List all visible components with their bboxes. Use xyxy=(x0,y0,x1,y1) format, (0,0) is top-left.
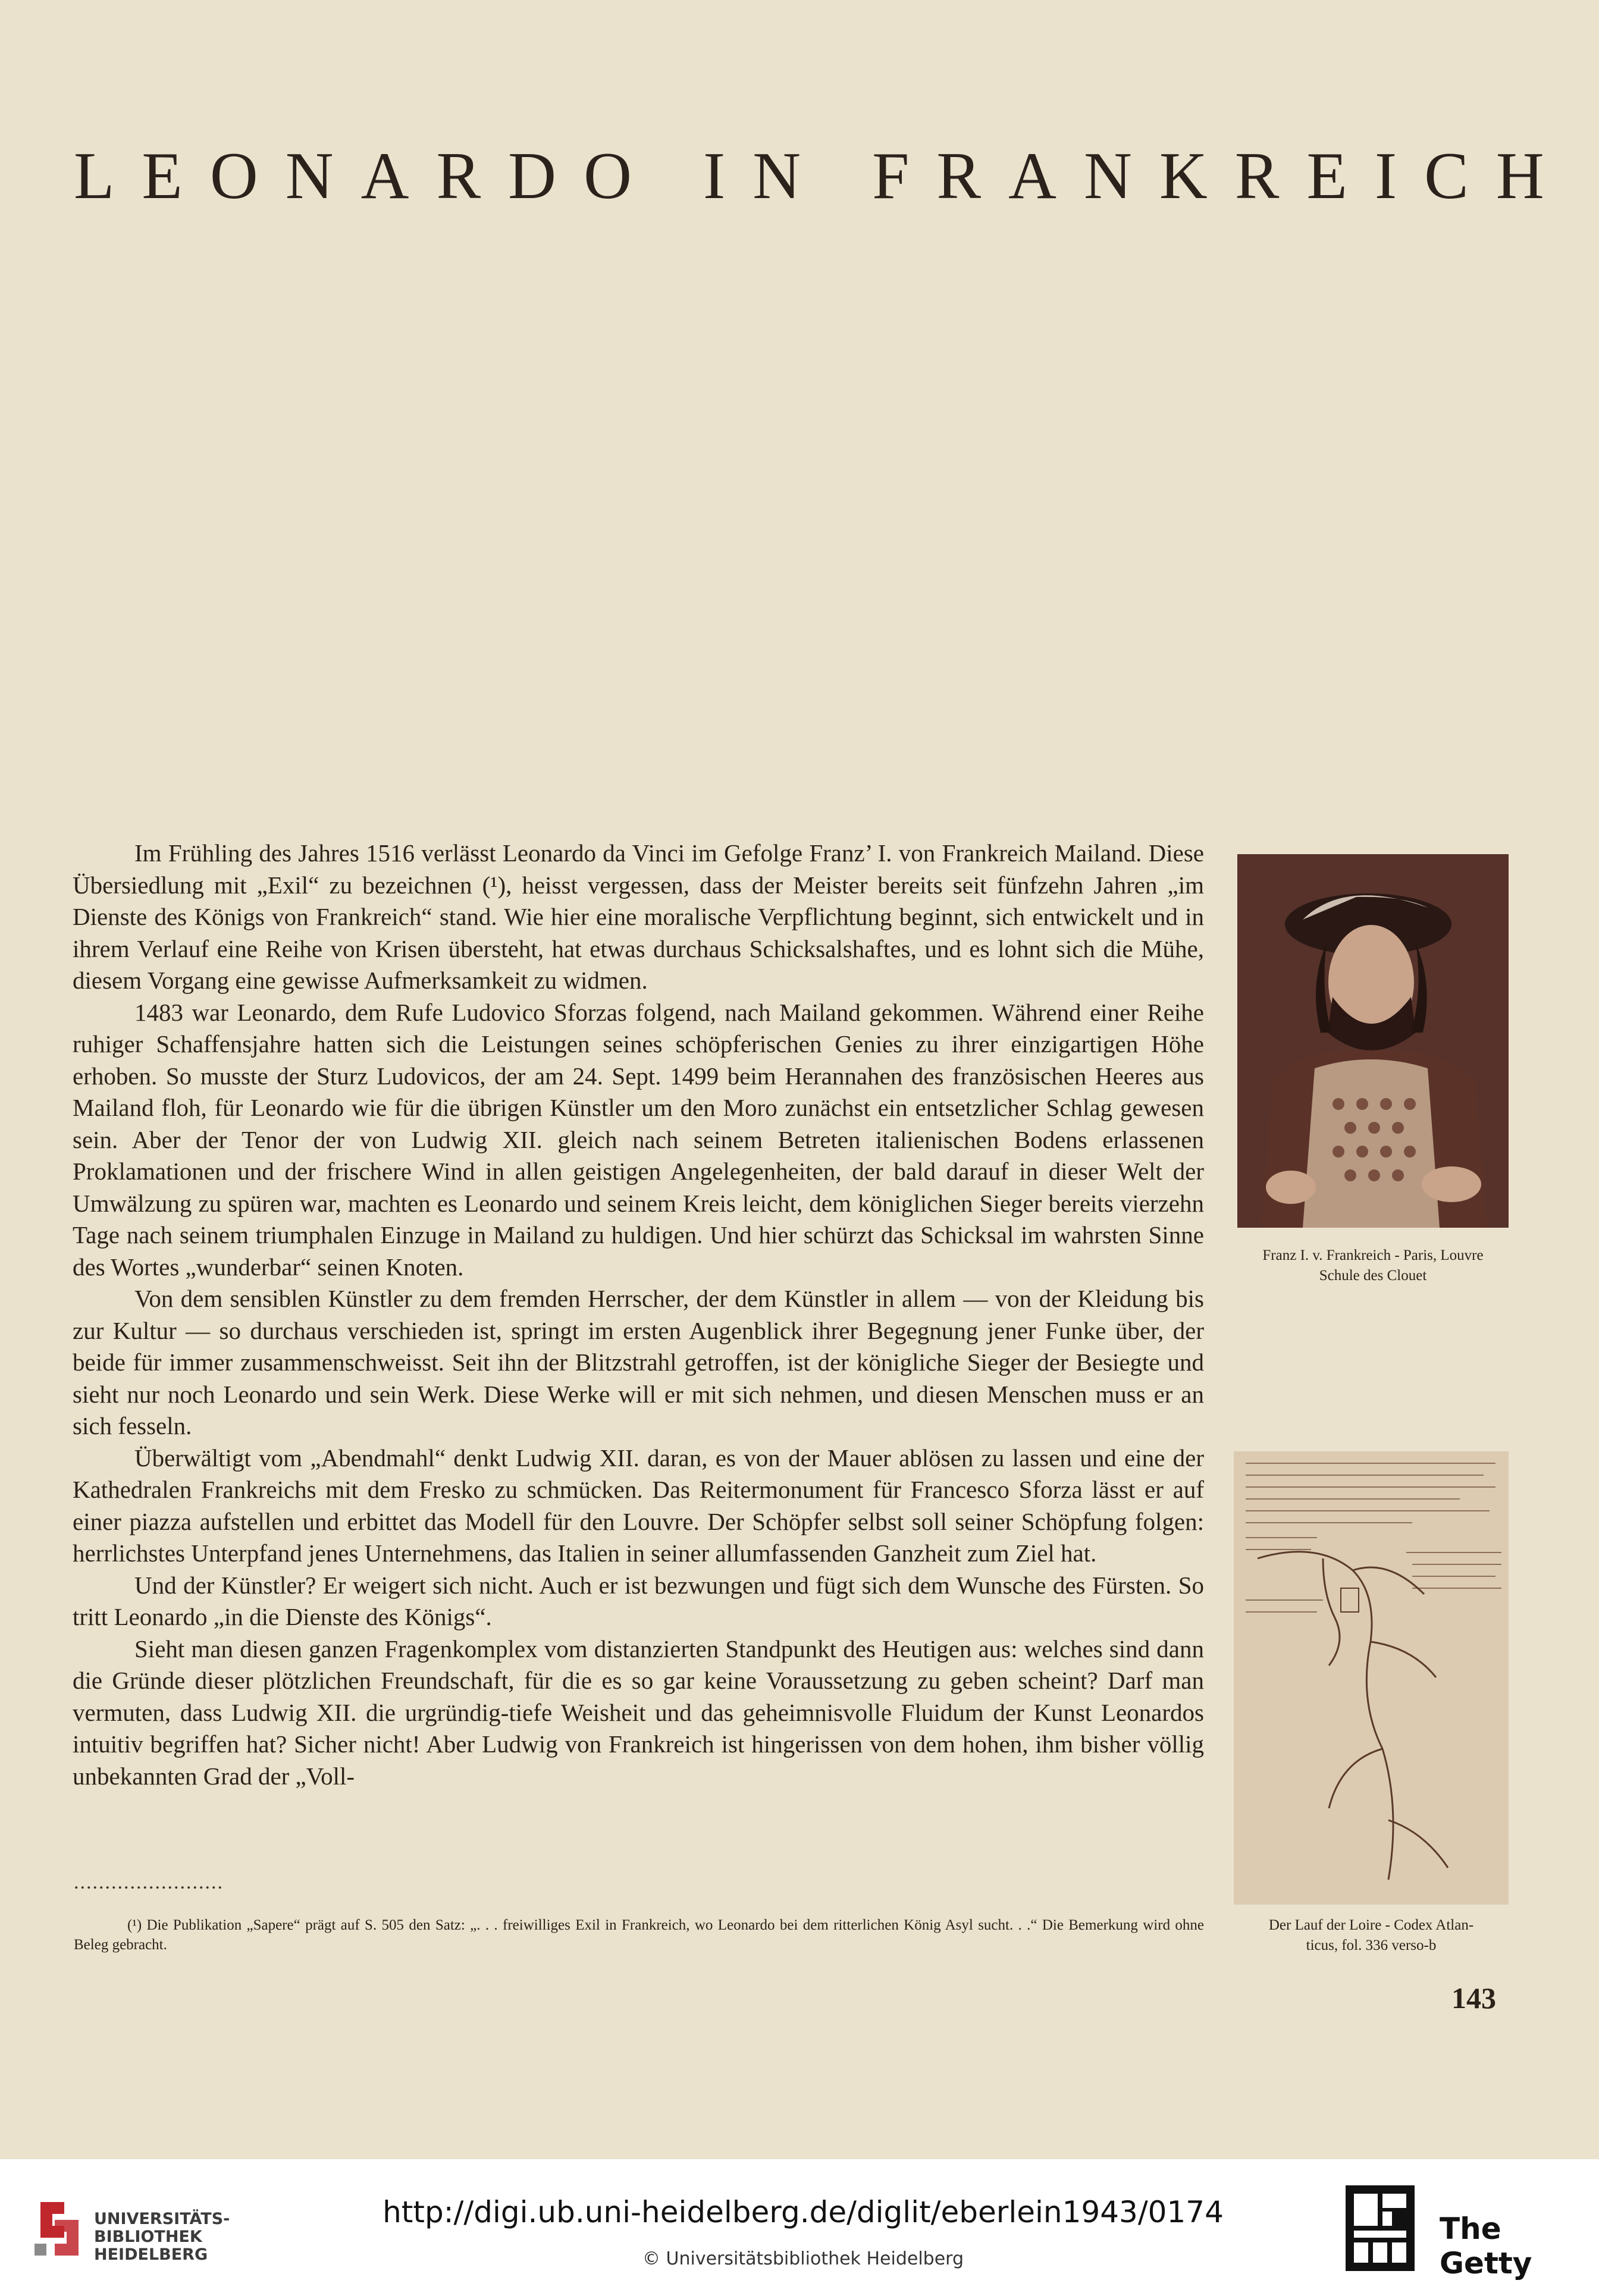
portrait-illustration xyxy=(1237,854,1509,1228)
library-line-1: UNIVERSITÄTS- xyxy=(94,2210,230,2228)
codex-map-illustration xyxy=(1234,1451,1509,1905)
page-title: LEONARDO IN FRANKREICH xyxy=(74,139,1572,213)
body-text xyxy=(73,838,1204,1792)
codex-caption xyxy=(1225,1915,1517,1956)
portrait-caption xyxy=(1214,1246,1532,1286)
university-library-logo-icon[interactable] xyxy=(29,2196,86,2262)
university-library-name[interactable] xyxy=(94,2210,230,2264)
footnote: (¹) Die Publikation „Sapere“ prägt auf S. 505 den Satz: „. . . freiwilliges Exil in Frankreich, wo Leonardo bei dem ritterlichen König Asyl sucht. . .“ Die Bemerkung wird ohne Beleg gebracht. xyxy=(74,1917,1204,1953)
library-line-3: HEIDELBERG xyxy=(94,2245,208,2264)
codex-image xyxy=(1234,1451,1509,1905)
paragraph-5: Und der Künstler? Er weigert sich nicht. Auch er ist bezwungen und fügt sich dem Wunsche des Fürsten. So tritt Leonardo „in die Dienste des Königs“. xyxy=(73,1571,1204,1630)
paragraph-3: Von dem sensiblen Künstler zu dem fremden Herrscher, der dem Künstler in allem — von der Kleidung bis zur Kultur — so durchaus verschieden ist, springt im ersten Augenblick ihrer Begegnung jener Funke über, der beide für immer zusammenschweisst. Seit ihn der Blitzstrahl getroffen, ist der königliche Sieger der Besiegte und sieht nur noch Leonardo und sein Werk. Diese Werke will er mit sich nehmen, und diesen Menschen muss er an sich fesseln. xyxy=(73,1285,1204,1439)
getty-logo-icon[interactable] xyxy=(1346,2185,1415,2271)
page-number: 143 xyxy=(1451,1981,1496,2015)
portrait-caption-line-2: Schule des Clouet xyxy=(1319,1268,1427,1284)
codex-caption-line-2: ticus, fol. 336 verso-b xyxy=(1306,1937,1437,1953)
getty-label[interactable]: The Getty xyxy=(1440,2212,1532,2281)
document-url-link[interactable]: http://digi.ub.uni-heidelberg.de/diglit/eberlein1943/0174 xyxy=(382,2195,1224,2229)
copyright-notice: © Universitätsbibliothek Heidelberg xyxy=(642,2248,964,2269)
library-line-2: BIBLIOTHEK xyxy=(94,2228,202,2246)
codex-caption-line-1: Der Lauf der Loire - Codex Atlan- xyxy=(1268,1917,1474,1933)
footer-bar xyxy=(0,2159,1599,2296)
paragraph-1: Im Frühling des Jahres 1516 verlässt Leonardo da Vinci im Gefolge Franz’ I. von Frankreich Mailand. Diese Übersiedlung mit „Exil“ zu bezeichnen (¹), heisst vergessen, dass der Meister bereits seit fünfzehn Jahren „im Dienste des Königs von Frankreich“ stand. Wie hier eine moralische Verpflichtung beginnt, sich entwickelt und in ihrem Verlauf eine Reihe von Krisen übersteht, hat etwas durchaus Schicksalshaftes, und es lohnt sich die Mühe, diesem Vorgang eine gewisse Aufmerksamkeit zu widmen. xyxy=(73,839,1204,994)
paragraph-4: Überwältigt vom „Abendmahl“ denkt Ludwig XII. daran, es von der Mauer ablösen zu lassen und eine der Kathedralen Frankreichs mit dem Fresko zu schmücken. Das Reitermonument für Francesco Sforza lässt er auf einer piazza aufstellen und erbittet das Modell für den Louvre. Der Schöpfer selbst soll seiner Schöpfung folgen: herrlichstes Unterpfand jenes Unternehmens, das Italien in seiner allumfassenden Ganzheit zum Ziel hat. xyxy=(73,1444,1204,1567)
portrait-caption-line-1: Franz I. v. Frankreich - Paris, Louvre xyxy=(1262,1247,1484,1263)
portrait-image xyxy=(1237,854,1509,1228)
paragraph-2: 1483 war Leonardo, dem Rufe Ludovico Sforzas folgend, nach Mailand gekommen. Während einer Reihe ruhiger Schaffensjahre hatten sich die Leistungen seines schöpferischen Genies zu ihrer einzigartigen Höhe erhoben. So musste der Sturz Ludovicos, der am 24. Sept. 1499 beim Herannahen des französischen Heeres aus Mailand floh, für Leonardo wie für die übrigen Künstler um den Moro zunächst ein entsetzlicher Schlag gewesen sein. Aber der Tenor der von Ludwig XII. gleich nach seinem Betreten italienischen Bodens erlassenen Proklamationen und der frischere Wind in allen geistigen Angelegenheiten, der bald darauf in dieser Welt der Umwälzung zu spüren war, machten es Leonardo und seinem Kreis leicht, dem königlichen Sieger bereits vierzehn Tage nach seinem triumphalen Einzuge in Mailand zu huldigen. Und hier schürzt das Schicksal im wahrsten Sinne des Wortes „wunderbar“ seinen Knoten. xyxy=(73,998,1204,1281)
paragraph-6: Sieht man diesen ganzen Fragenkomplex vom distanzierten Standpunkt des Heutigen aus: welches sind dann die Gründe dieser plötzlichen Freundschaft, für die es so gar keine Voraussetzung zu geben scheint? Darf man vermuten, dass Ludwig XII. die urgründig-tiefe Weisheit und das geheimnisvolle Fluidum der Kunst Leonardos intuitiv begriffen hat? Sicher nicht! Aber Ludwig von Frankreich ist hingerissen von dem hohen, ihm bisher völlig unbekannten Grad der „Voll- xyxy=(73,1635,1204,1790)
footnote-separator: ........................ xyxy=(74,1871,224,1893)
